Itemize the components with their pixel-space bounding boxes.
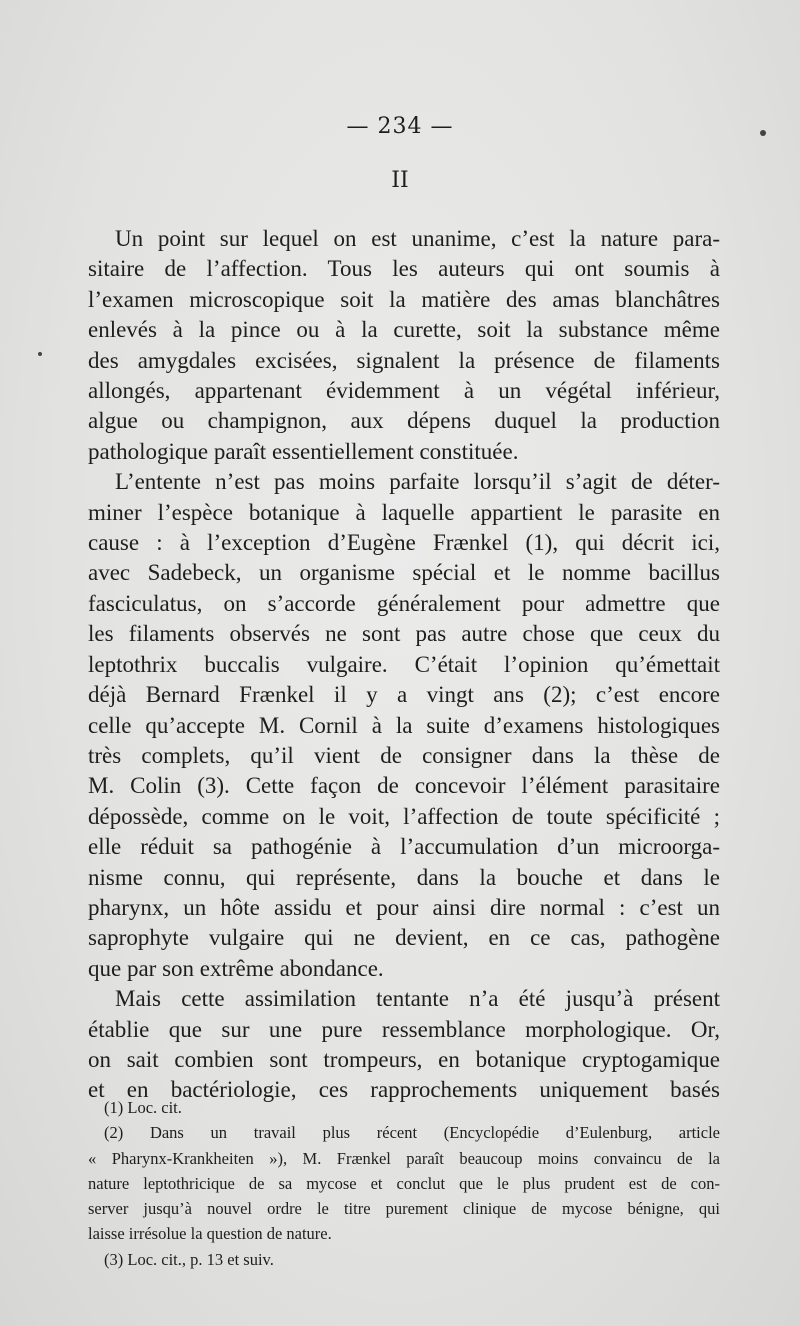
text-line: pathologique paraît essentiellement constituée. [88,438,519,464]
text-line: elle réduit sa pathogénie à l’accumulation d’un microorga- [88,834,720,860]
text-line: les filaments observés ne sont pas autre chose que ceux du [88,621,720,647]
text-line: avec Sadebeck, un organisme spécial et le nomme bacillus [88,560,720,586]
text-line: Mais cette assimilation tentante n’a été jusqu’à présent [115,986,720,1012]
text-line: celle qu’accepte M. Cornil à la suite d’examens histologiques [88,712,720,738]
footnote-line: « Pharynx-Krankheiten »), M. Frænkel paraît beaucoup moins convaincu de la [88,1148,720,1168]
text-line: M. Colin (3). Cette façon de concevoir l’élément parasitaire [88,773,720,799]
body-text [88,224,720,1106]
text-line: des amygdales excisées, signalent la présence de filaments [88,347,720,373]
footnote-line: nature leptothricique de sa mycose et conclut que le plus prudent est de con- [88,1173,720,1193]
text-line: L’entente n’est pas moins parfaite lorsqu’il s’agit de déter- [115,469,720,495]
page-number: — 234 — [346,114,454,139]
section-heading: II [391,168,409,193]
footnotes [88,1095,720,1272]
text-line: établie que sur une pure ressemblance morphologique. Or, [88,1016,720,1042]
text-line: on sait combien sont trompeurs, en botanique cryptogamique [88,1046,720,1072]
text-line: dépossède, comme on le voit, l’affection de toute spécificité ; [88,803,720,829]
footnote-line: server jusqu’à nouvel ordre le titre purement clinique de mycose bénigne, qui [88,1199,720,1219]
footnote-line: laisse irrésolue la question de nature. [88,1224,332,1244]
text-line: Un point sur lequel on est unanime, c’est la nature para- [115,226,720,251]
text-line: fasciculatus, on s’accorde généralement pour admettre que [88,590,720,616]
text-line: l’examen microscopique soit la matière des amas blanchâtres [88,286,720,312]
text-line: algue ou champignon, aux dépens duquel la production [88,408,720,434]
text-line: miner l’espèce botanique à laquelle appartient le parasite en [88,499,720,525]
print-speck [760,130,766,136]
text-line: sitaire de l’affection. Tous les auteurs qui ont soumis à [88,256,720,282]
text-line: pharynx, un hôte assidu et pour ainsi dire normal : c’est un [88,894,720,920]
text-line: allongés, appartenant évidemment à un végétal inférieur, [88,378,720,404]
footnote-line: (1) Loc. cit. [104,1098,182,1117]
text-line: nisme connu, qui représente, dans la bouche et dans le [88,864,720,890]
text-line: que par son extrême abondance. [88,955,384,981]
text-line: leptothrix buccalis vulgaire. C’était l’opinion qu’émettait [88,651,720,677]
text-line: déjà Bernard Frænkel il y a vingt ans (2); c’est encore [88,682,720,708]
footnote-line: (3) Loc. cit., p. 13 et suiv. [104,1249,274,1269]
text-line: saprophyte vulgaire qui ne devient, en ce cas, pathogène [88,925,720,951]
footnote-line: (2) Dans un travail plus récent (Encyclopédie d’Eulenburg, article [104,1123,720,1143]
text-line: cause : à l’exception d’Eugène Frænkel (1), qui décrit ici, [88,530,720,556]
text-line: et en bactériologie, ces rapprochements uniquement basés [88,1077,720,1103]
text-line: enlevés à la pince ou à la curette, soit la substance même [88,317,720,343]
print-speck [38,352,42,356]
text-line: très complets, qu’il vient de consigner dans la thèse de [88,742,720,768]
